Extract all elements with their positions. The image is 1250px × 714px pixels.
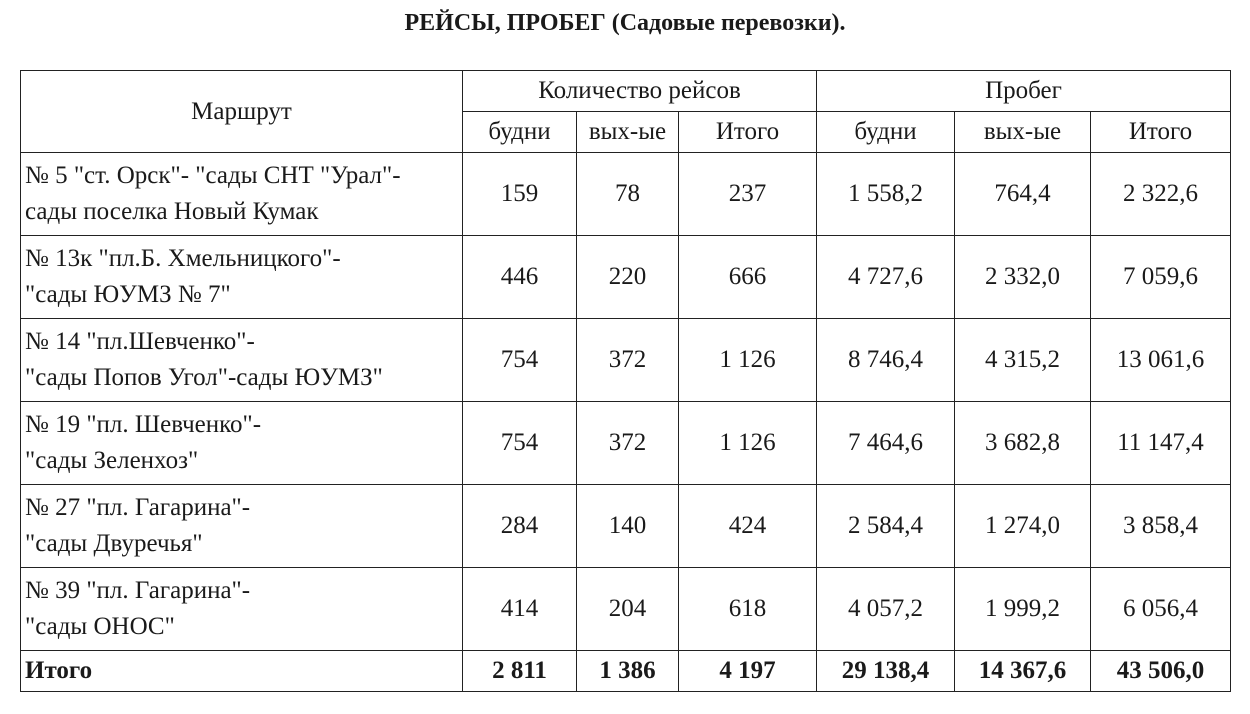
totals-row [21, 651, 1231, 692]
trips-weekends-cell: 372 [577, 402, 679, 485]
totals-trips-weekdays: 2 811 [463, 651, 577, 692]
route-header: Маршрут [21, 71, 463, 153]
page-title: РЕЙСЫ, ПРОБЕГ (Садовые перевозки). [404, 10, 846, 36]
trips-weekdays-header: будни [463, 112, 577, 153]
route-name-line: "сады ОНОС" [25, 613, 175, 640]
trips-weekends-cell: 140 [577, 485, 679, 568]
trips-weekends-cell: 78 [577, 153, 679, 236]
trips-weekends-header: вых-ые [577, 112, 679, 153]
mileage-total-cell: 13 061,6 [1091, 319, 1231, 402]
trips-total-header: Итого [679, 112, 817, 153]
route-name-line: № 39 "пл. Гагарина"- [25, 577, 251, 604]
trips-total-cell: 1 126 [679, 319, 817, 402]
table-row [21, 319, 1231, 402]
mileage-weekends-cell: 3 682,8 [955, 402, 1091, 485]
totals-trips-weekends: 1 386 [577, 651, 679, 692]
mileage-total-cell: 6 056,4 [1091, 568, 1231, 651]
totals-label: Итого [21, 651, 463, 692]
trips-total-cell: 424 [679, 485, 817, 568]
mileage-weekdays-cell: 2 584,4 [817, 485, 955, 568]
route-name-line: "сады Двуречья" [25, 530, 203, 557]
trips-weekdays-cell: 284 [463, 485, 577, 568]
totals-trips-total: 4 197 [679, 651, 817, 692]
mileage-group-header: Пробег [817, 71, 1231, 112]
trips-weekdays-cell: 754 [463, 319, 577, 402]
route-cell [21, 568, 463, 651]
header-row-groups [21, 71, 1231, 112]
mileage-total-cell: 3 858,4 [1091, 485, 1231, 568]
route-cell [21, 153, 463, 236]
route-name-line: сады поселка Новый Кумак [25, 198, 319, 225]
trips-weekends-cell: 204 [577, 568, 679, 651]
trips-weekends-cell: 372 [577, 319, 679, 402]
mileage-weekends-cell: 764,4 [955, 153, 1091, 236]
route-name-line: № 13к "пл.Б. Хмельницкого"- [25, 245, 341, 272]
mileage-weekdays-cell: 1 558,2 [817, 153, 955, 236]
route-name-line: № 27 "пл. Гагарина"- [25, 494, 251, 521]
route-name-line: № 14 "пл.Шевченко"- [25, 328, 255, 355]
route-name-line: "сады ЮУМЗ № 7" [25, 281, 231, 308]
mileage-weekdays-cell: 4 727,6 [817, 236, 955, 319]
mileage-weekdays-cell: 7 464,6 [817, 402, 955, 485]
mileage-weekdays-header: будни [817, 112, 955, 153]
route-name-line: № 19 "пл. Шевченко"- [25, 411, 262, 438]
mileage-weekdays-cell: 4 057,2 [817, 568, 955, 651]
mileage-weekends-cell: 1 274,0 [955, 485, 1091, 568]
mileage-total-cell: 2 322,6 [1091, 153, 1231, 236]
route-cell [21, 485, 463, 568]
totals-mileage-weekdays: 29 138,4 [817, 651, 955, 692]
trips-weekdays-cell: 159 [463, 153, 577, 236]
mileage-weekends-cell: 4 315,2 [955, 319, 1091, 402]
table-row [21, 402, 1231, 485]
mileage-weekdays-cell: 8 746,4 [817, 319, 955, 402]
mileage-weekends-cell: 2 332,0 [955, 236, 1091, 319]
trips-group-header: Количество рейсов [463, 71, 817, 112]
trips-weekends-cell: 220 [577, 236, 679, 319]
route-cell [21, 236, 463, 319]
totals-mileage-total: 43 506,0 [1091, 651, 1231, 692]
trips-weekdays-cell: 754 [463, 402, 577, 485]
trips-total-cell: 618 [679, 568, 817, 651]
table-row [21, 236, 1231, 319]
trips-weekdays-cell: 446 [463, 236, 577, 319]
mileage-total-header: Итого [1091, 112, 1231, 153]
route-name-line: № 5 "ст. Орск"- "сады СНТ "Урал"- [25, 162, 401, 189]
route-name-line: "сады Зеленхоз" [25, 447, 199, 474]
mileage-weekends-header: вых-ые [955, 112, 1091, 153]
table-row [21, 568, 1231, 651]
route-name-line: "сады Попов Угол"-сады ЮУМЗ" [25, 364, 383, 391]
table-row [21, 485, 1231, 568]
trips-total-cell: 237 [679, 153, 817, 236]
totals-mileage-weekends: 14 367,6 [955, 651, 1091, 692]
route-cell [21, 319, 463, 402]
mileage-total-cell: 11 147,4 [1091, 402, 1231, 485]
trips-weekdays-cell: 414 [463, 568, 577, 651]
route-cell [21, 402, 463, 485]
trips-total-cell: 666 [679, 236, 817, 319]
trips-total-cell: 1 126 [679, 402, 817, 485]
mileage-total-cell: 7 059,6 [1091, 236, 1231, 319]
trips-mileage-table [20, 70, 1231, 692]
table-row [21, 153, 1231, 236]
mileage-weekends-cell: 1 999,2 [955, 568, 1091, 651]
